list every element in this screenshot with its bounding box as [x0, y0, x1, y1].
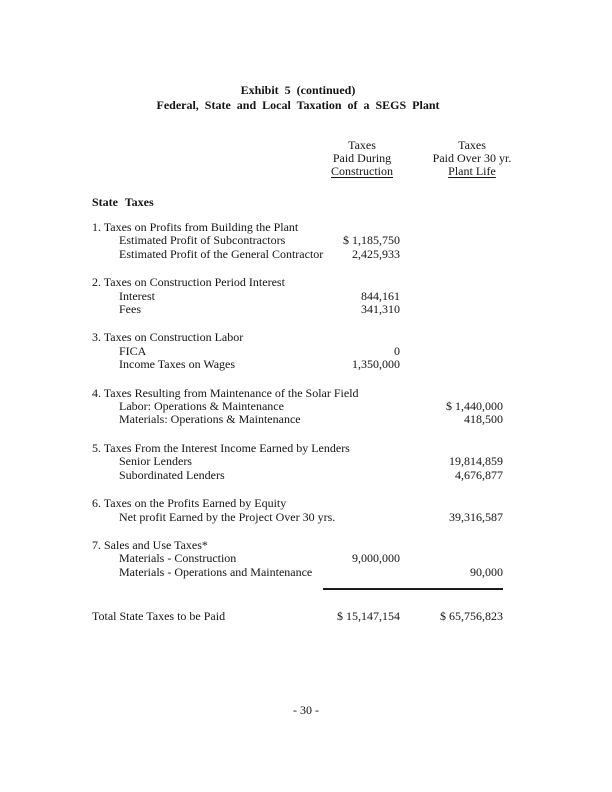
column-header-plant-life-line-1: Taxes [458, 138, 486, 152]
amount-plant-life: 19,814,859 [449, 454, 503, 469]
tax-item-6-heading: 6. Taxes on the Profits Earned by Equity [92, 496, 287, 511]
column-header-plant-life-line-3: Plant Life [448, 164, 496, 179]
table-row [92, 400, 512, 413]
totals-rule [323, 588, 503, 590]
row-label: Net profit Earned by the Project Over 30 yrs. [119, 509, 336, 524]
tax-item-1-heading: 1. Taxes on Profits from Building the Plant [92, 220, 299, 234]
exhibit-title-line-2: Federal, State and Local Taxation of a SEGS Plant [156, 97, 440, 112]
row-label: Labor: Operations & Maintenance [119, 399, 284, 414]
table-row [92, 345, 512, 358]
table-row [92, 248, 512, 261]
amount-construction: 2,425,933 [352, 246, 400, 261]
amount-construction: 9,000,000 [352, 551, 400, 566]
amount-plant-life: 39,316,587 [449, 509, 503, 524]
row-label: Materials: Operations & Maintenance [119, 412, 301, 427]
amount-plant-life: 418,500 [464, 412, 503, 427]
tax-item-3 [92, 331, 512, 371]
column-header-construction-line-1: Taxes [348, 138, 376, 152]
page-number: - 30 - [293, 703, 319, 717]
row-label: Materials - Operations and Maintenance [119, 564, 313, 579]
state-taxes-heading: State Taxes [92, 195, 154, 209]
table-row [92, 290, 512, 303]
row-label: Estimated Profit of Subcontractors [119, 233, 286, 248]
row-label: FICA [119, 343, 147, 358]
tax-item-4-heading: 4. Taxes Resulting from Maintenance of the Solar Field [92, 385, 359, 400]
tax-item-2-heading: 2. Taxes on Construction Period Interest [92, 275, 285, 290]
tax-item-5 [92, 442, 512, 482]
row-label: Materials - Construction [119, 551, 237, 566]
total-label: Total State Taxes to be Paid [92, 609, 226, 623]
row-label: Fees [119, 302, 141, 317]
total-row [92, 610, 512, 623]
amount-construction: 0 [394, 343, 400, 358]
tax-item-6 [92, 497, 512, 524]
tax-item-3-heading: 3. Taxes on Construction Labor [92, 330, 244, 345]
table-row [92, 413, 512, 426]
amount-plant-life: 4,676,877 [455, 467, 503, 482]
row-label: Senior Lenders [119, 454, 192, 469]
table-row [92, 469, 512, 482]
tax-item-4 [92, 387, 512, 427]
table-row [92, 234, 512, 247]
amount-construction: 844,161 [361, 288, 400, 303]
tax-item-2 [92, 276, 512, 316]
amount-plant-life: $ 1,440,000 [446, 399, 503, 414]
exhibit-title-line-1: Exhibit 5 (continued) [240, 83, 356, 97]
tax-item-7 [92, 539, 512, 579]
tax-item-1 [92, 221, 512, 261]
table-row [92, 566, 512, 579]
table-row [92, 455, 512, 468]
total-amount-construction: $ 15,147,154 [337, 609, 400, 623]
exhibit-title [0, 83, 596, 112]
column-header-plant-life [410, 139, 534, 179]
table-row [92, 511, 512, 524]
total-amount-plant-life: $ 65,756,823 [440, 609, 503, 623]
row-label: Subordinated Lenders [119, 467, 225, 482]
column-header-construction-line-3: Construction [331, 164, 393, 179]
amount-construction: 341,310 [361, 302, 400, 317]
row-label: Estimated Profit of the General Contractor [119, 246, 324, 261]
table-row [92, 303, 512, 316]
row-label: Interest [119, 288, 155, 303]
column-header-construction [312, 139, 412, 179]
amount-construction: 1,350,000 [352, 357, 400, 372]
column-header-construction-line-2: Paid During [332, 151, 392, 166]
tax-item-5-heading: 5. Taxes From the Interest Income Earned by Lenders [92, 440, 350, 455]
amount-plant-life: 90,000 [470, 564, 503, 579]
row-label: Income Taxes on Wages [119, 357, 236, 372]
tax-item-7-heading: 7. Sales and Use Taxes* [92, 537, 208, 552]
column-header-plant-life-line-2: Paid Over 30 yr. [432, 151, 512, 166]
tax-table [92, 221, 512, 594]
table-row [92, 358, 512, 371]
amount-construction: $ 1,185,750 [343, 233, 400, 248]
table-row [92, 552, 512, 565]
